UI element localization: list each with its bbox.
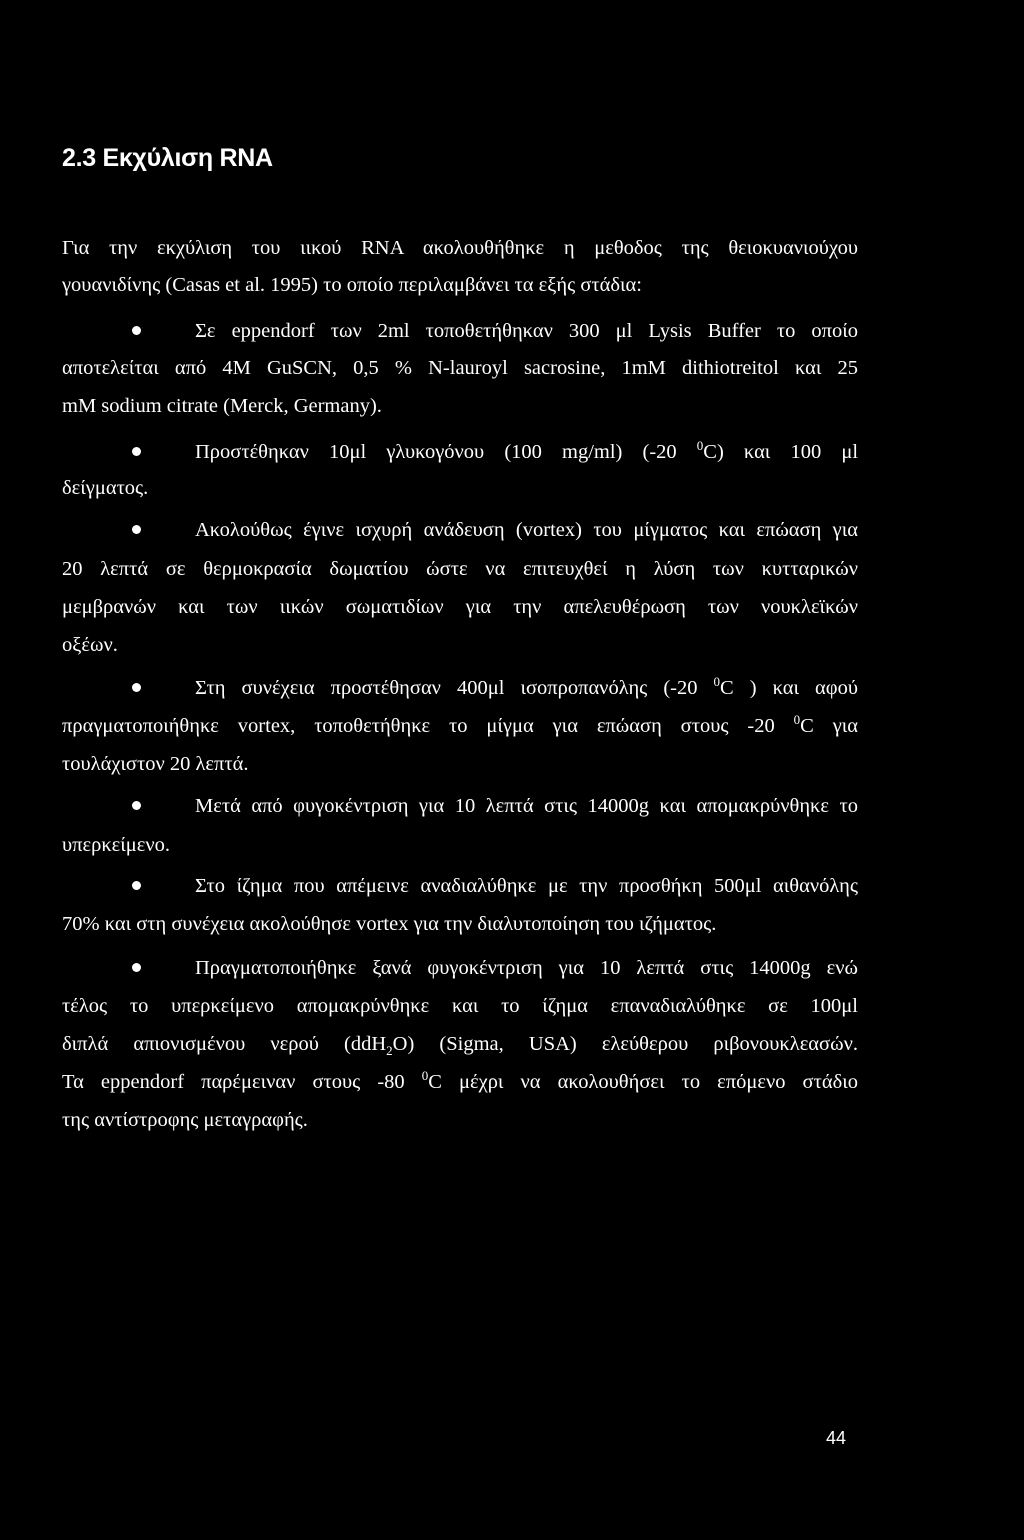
intro-line-2: γουανιδίνης (Casas et al. 1995) το οποίο περιλαμβάνει τα εξής στάδια: — [62, 274, 642, 296]
bullet-dot-icon — [132, 801, 141, 810]
step-7-line-4: Τα eppendorf παρέμειναν στους -80 $^0$C μέχρι να ακολουθήσει το επόμενο στάδιο — [62, 1068, 858, 1093]
page-number: 44 — [826, 1428, 847, 1448]
step-4-line-2: πραγματοποιήθηκε vortex, τοποθετήθηκε το μίγμα για επώαση στους -20 $^0$C για — [62, 712, 859, 737]
bullet-dot-icon — [132, 326, 141, 335]
step-2-line-1: Προστέθηκαν 10μl γλυκογόνου (100 mg/ml) (-20 $^0$C) και 100 μl — [195, 438, 859, 463]
bullet-dot-icon — [132, 447, 141, 456]
step-7-line-1: Πραγματοποιήθηκε ξανά φυγοκέντριση για 10 λεπτά στις 14000g ενώ — [195, 957, 858, 979]
intro-line-1: Για την εκχύλιση του ιικού RNA ακολουθήθηκε η μεθοδος της θειοκυανιούχου — [62, 237, 858, 259]
step-7-line-3: διπλά απιονισμένου νερού (ddH$_2$O) (Sigma, USA) ελεύθερου ριβονουκλεασών. — [62, 1033, 858, 1059]
step-1-line-3: mM sodium citrate (Merck, Germany). — [62, 395, 382, 417]
step-3-line-2: 20 λεπτά σε θερμοκρασία δωματίου ώστε να επιτευχθεί η λύση των κυτταρικών — [62, 558, 858, 580]
step-7-line-2: τέλος το υπερκείμενο απομακρύνθηκε και το ίζημα επαναδιαλύθηκε σε 100μl — [62, 995, 858, 1017]
step-2-line-2: δείγματος. — [62, 477, 149, 499]
step-1-line-2: αποτελείται από 4M GuSCN, 0,5 % N-lauroyl sacrosine, 1mM dithiotreitol και 25 — [62, 357, 858, 379]
step-6-line-2: 70% και στη συνέχεια ακολούθησε vortex για την διαλυτοποίηση του ιζήματος. — [62, 913, 717, 935]
bullet-dot-icon — [132, 683, 141, 692]
step-3-line-3: μεμβρανών και των ιικών σωματιδίων για την απελευθέρωση των νουκλεϊκών — [62, 596, 858, 618]
step-3-line-4: οξέων. — [62, 634, 118, 656]
step-5-line-1: Μετά από φυγοκέντριση για 10 λεπτά στις 14000g και απομακρύνθηκε το — [195, 795, 858, 817]
bullet-dot-icon — [132, 881, 141, 890]
step-3-line-1: Ακολούθως έγινε ισχυρή ανάδευση (vortex) του μίγματος και επώαση για — [195, 519, 858, 541]
step-7-line-5: της αντίστροφης μεταγραφής. — [62, 1109, 308, 1131]
step-4-line-3: τουλάχιστον 20 λεπτά. — [62, 753, 249, 775]
step-1-line-1: Σε eppendorf των 2ml τοποθετήθηκαν 300 μl Lysis Buffer το οποίο — [195, 320, 858, 342]
bullet-dot-icon — [132, 525, 141, 534]
step-6-line-1: Στο ίζημα που απέμεινε αναδιαλύθηκε με την προσθήκη 500μl αιθανόλης — [195, 875, 858, 897]
step-4-line-1: Στη συνέχεια προστέθησαν 400μl ισοπροπανόλης (-20 $^0$C ) και αφού — [195, 674, 858, 699]
step-5-line-2: υπερκείμενο. — [62, 834, 171, 856]
section-heading: 2.3 Εκχύλιση RNA — [62, 144, 273, 172]
bullet-dot-icon — [132, 963, 141, 972]
